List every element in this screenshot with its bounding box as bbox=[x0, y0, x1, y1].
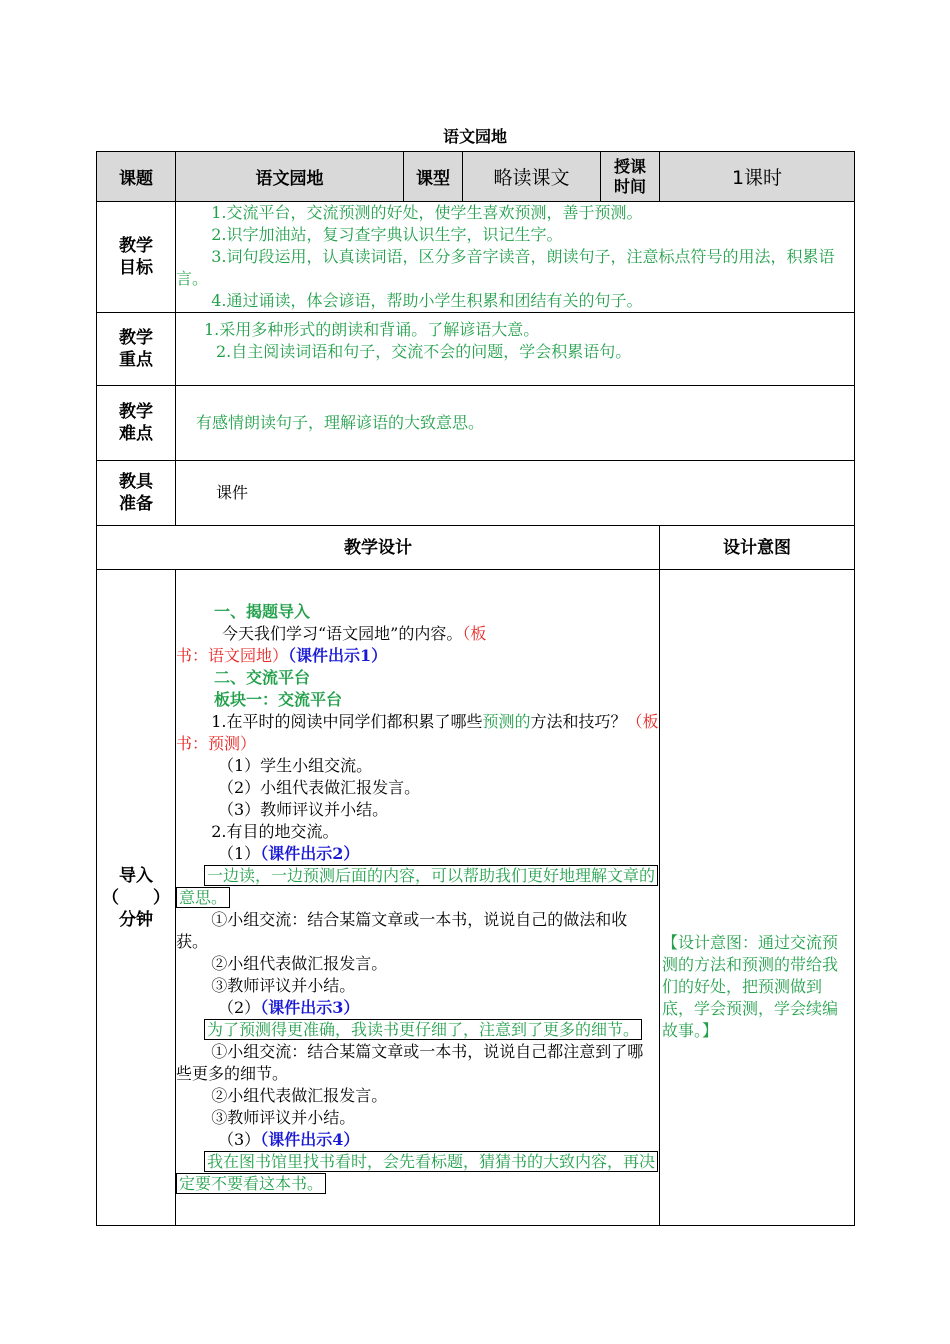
board-note: （板书：语文园地） bbox=[176, 623, 487, 665]
tools-row bbox=[97, 461, 855, 526]
question-1 bbox=[176, 711, 659, 755]
question-1-text-b: 方法和技巧？ bbox=[530, 711, 627, 731]
difficulty-content: 有感情朗读句子，理解谚语的大致意思。 bbox=[176, 386, 855, 461]
quote-text: 为了预测得更准确，我读书更仔细了，注意到了更多的细节。 bbox=[204, 1019, 642, 1040]
sub-point-2 bbox=[176, 997, 659, 1019]
type-label: 课型 bbox=[404, 152, 463, 202]
quote-box-2 bbox=[176, 1019, 659, 1041]
difficulty-label-line-1: 教学 bbox=[119, 402, 153, 422]
goal-item: 4.通过诵读，体会谚语，帮助小学生积累和团结有关的句子。 bbox=[211, 291, 643, 310]
ppt-note: （课件出示1） bbox=[288, 645, 388, 665]
key-points-row bbox=[97, 313, 855, 386]
quote-text: 一边读，一边预测后面的内容，可以帮助我们更好地理解文章的意思。 bbox=[176, 865, 658, 908]
time-label-line-2: 时间 bbox=[613, 176, 646, 196]
goal-item: 3.词句段运用，认真读词语，区分多音字读音，朗读句子，注意标点符号的用法，积累语言。 bbox=[176, 247, 835, 288]
header-row bbox=[97, 152, 855, 202]
difficulty-label-line-2: 难点 bbox=[119, 424, 153, 444]
goals-content bbox=[176, 202, 855, 313]
ppt-note: （课件出示2） bbox=[260, 843, 360, 863]
sub-point-number: （3） bbox=[218, 1129, 261, 1149]
section-label bbox=[97, 570, 176, 1226]
tools-content: 课件 bbox=[176, 461, 855, 526]
design-header-left: 教学设计 bbox=[97, 526, 660, 570]
key-point-item: 2.自主阅读词语和句子，交流不会的问题，学会积累语句。 bbox=[216, 342, 632, 361]
goals-label bbox=[97, 202, 176, 313]
sub-point-1 bbox=[176, 843, 659, 865]
tools-label bbox=[97, 461, 176, 526]
heading-exchange: 二、交流平台 bbox=[214, 667, 311, 687]
design-content bbox=[176, 570, 660, 1226]
sub-point-number: （1） bbox=[218, 843, 261, 863]
question-1-text-a: 1.在平时的阅读中同学们都积累了哪些 bbox=[211, 711, 483, 731]
difficulty-row bbox=[97, 386, 855, 461]
question-2: 2.有目的地交流。 bbox=[211, 821, 339, 841]
key-points-label-line-2: 重点 bbox=[119, 350, 153, 370]
document-title: 语文园地 bbox=[442, 127, 507, 146]
key-points-content bbox=[176, 313, 855, 386]
heading-block-one: 板块一：交流平台 bbox=[214, 689, 343, 709]
goals-label-line-2: 目标 bbox=[119, 258, 153, 278]
goals-row bbox=[97, 202, 855, 313]
quote-box-1 bbox=[176, 865, 659, 909]
key-points-label-line-1: 教学 bbox=[119, 328, 153, 348]
tools-label-line-1: 教具 bbox=[119, 472, 153, 492]
goal-item: 1.交流平台，交流预测的好处，使学生喜欢预测，善于预测。 bbox=[211, 203, 643, 222]
topic-value: 语文园地 bbox=[176, 152, 404, 202]
time-label-line-1: 授课 bbox=[613, 156, 646, 176]
goal-item: 2.识字加油站，复习查字典认识生字，识记生字。 bbox=[211, 225, 563, 244]
time-value: 1课时 bbox=[660, 152, 855, 202]
design-row bbox=[97, 570, 855, 1226]
tools-label-line-2: 准备 bbox=[119, 494, 153, 514]
section-label-line-3: 分钟 bbox=[119, 909, 153, 930]
section-label-line-1: 导入 bbox=[119, 865, 153, 886]
board-note: （板书：预测） bbox=[176, 711, 659, 753]
design-header-row bbox=[97, 526, 855, 570]
activity-item: ③教师评议并小结。 bbox=[211, 975, 356, 995]
difficulty-label bbox=[97, 386, 176, 461]
key-point-item: 1.采用多种形式的朗读和背诵。了解谚语大意。 bbox=[204, 320, 540, 339]
quote-box-3 bbox=[176, 1151, 659, 1195]
time-label bbox=[601, 152, 660, 202]
question-1-highlight: 预测的 bbox=[482, 711, 531, 731]
step: （1）学生小组交流。 bbox=[218, 755, 373, 775]
step: （3）教师评议并小结。 bbox=[218, 799, 389, 819]
activity-item: ①小组交流：结合某篇文章或一本书，说说自己的做法和收获。 bbox=[176, 909, 628, 951]
ppt-note: （课件出示3） bbox=[260, 997, 360, 1017]
section-label-line-2: （ ） bbox=[102, 887, 170, 908]
design-intent-text: 【设计意图：通过交流预测的方法和预测的带给我们的好处，把预测做到底，学会预测，学会续编故事。】 bbox=[662, 932, 839, 1040]
sub-point-number: （2） bbox=[218, 997, 261, 1017]
step: （2）小组代表做汇报发言。 bbox=[218, 777, 421, 797]
sub-point-3 bbox=[176, 1129, 659, 1151]
ppt-note: （课件出示4） bbox=[260, 1129, 360, 1149]
type-value: 略读课文 bbox=[463, 152, 601, 202]
activity-item: ③教师评议并小结。 bbox=[211, 1107, 356, 1127]
goals-label-line-1: 教学 bbox=[119, 236, 153, 256]
quote-text: 我在图书馆里找书看时，会先看标题，猜猜书的大致内容，再决定要不要看这本书。 bbox=[176, 1151, 658, 1194]
activity-item: ②小组代表做汇报发言。 bbox=[211, 1085, 388, 1105]
lesson-plan-table bbox=[96, 151, 855, 1226]
intro-paragraph bbox=[176, 623, 659, 667]
activity-item: ②小组代表做汇报发言。 bbox=[211, 953, 388, 973]
intro-text: 今天我们学习“语文园地”的内容。 bbox=[222, 623, 463, 643]
activity-item: ①小组交流：结合某篇文章或一本书，说说自己都注意到了哪些更多的细节。 bbox=[176, 1041, 644, 1083]
intent-cell bbox=[660, 570, 855, 1226]
topic-label: 课题 bbox=[97, 152, 176, 202]
key-points-label bbox=[97, 313, 176, 386]
design-header-right: 设计意图 bbox=[660, 526, 855, 570]
heading-intro: 一、揭题导入 bbox=[214, 601, 311, 621]
